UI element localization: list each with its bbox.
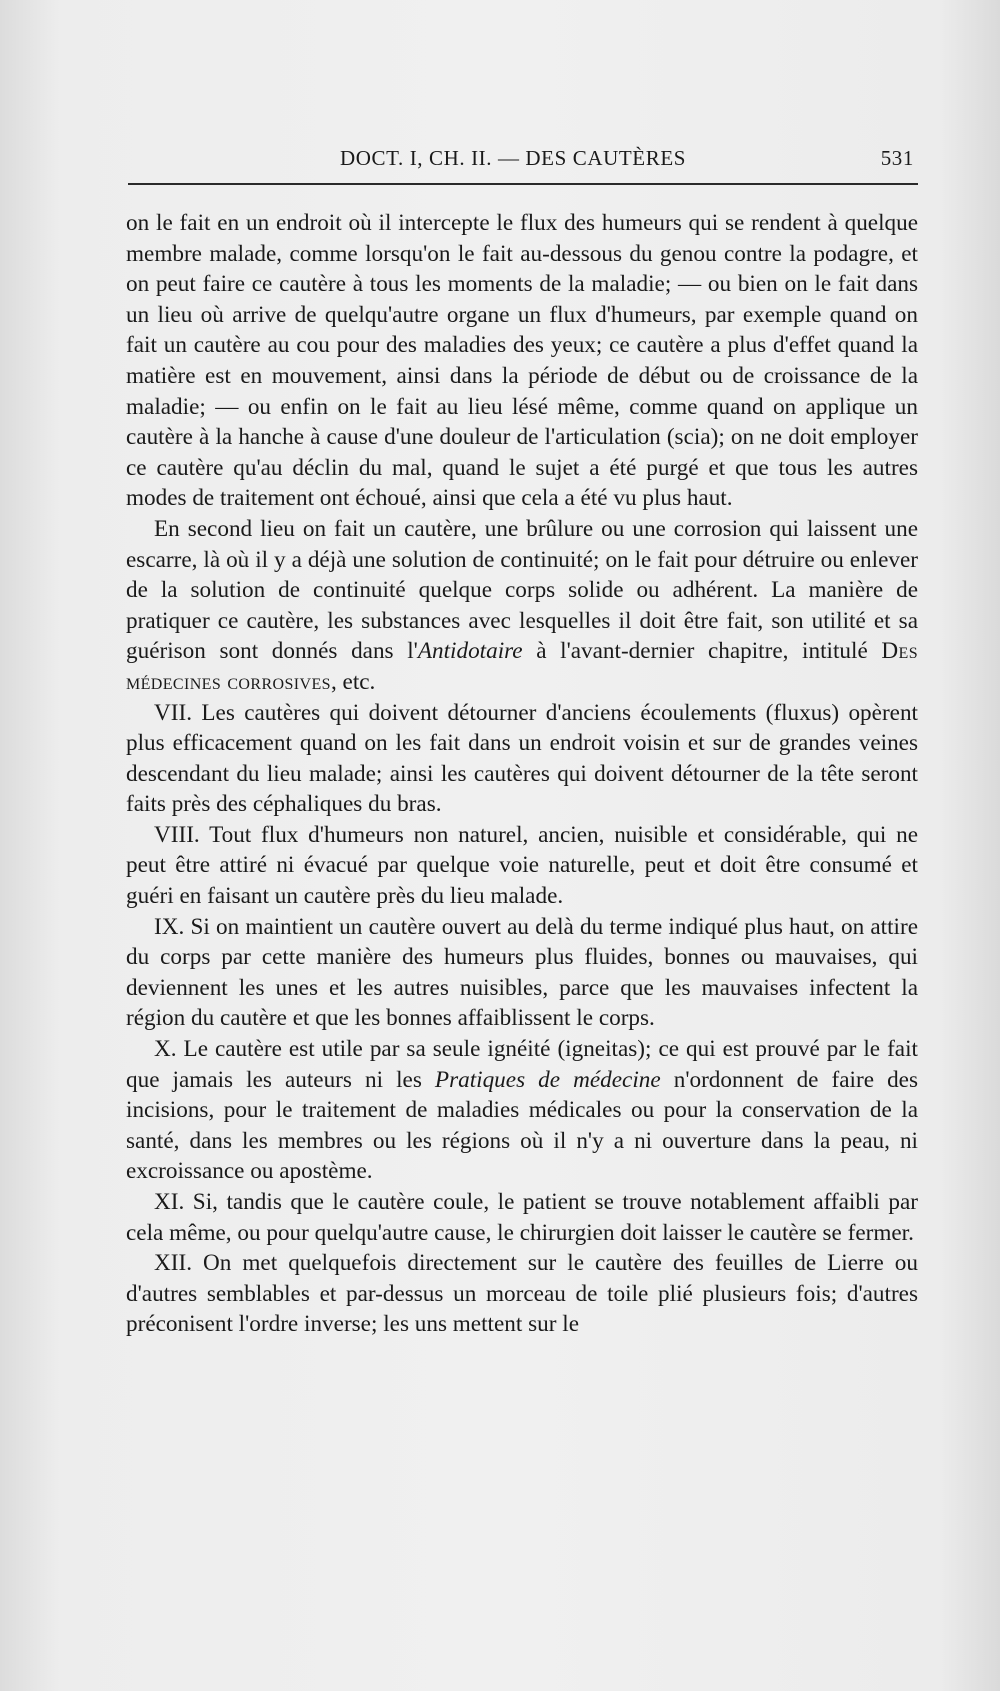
paragraph-text: à l'avant-dernier chapitre, intitulé [522, 638, 882, 665]
paragraph-xi: XI. Si, tandis que le cautère coule, le patient se trouve notablement affaibli par cela même, ou pour quelqu'autre cause, le chirurgien doit laisser le cautère se fermer. [126, 1189, 918, 1246]
page-number: 531 [880, 146, 914, 170]
paragraph-vii: VII. Les cautères qui doivent détourner d'anciens écoulements (fluxus) opèrent plus efficacement quand on les fait dans un endroit voisin et sur de grandes veines descendant du lieu malade; ainsi les cautères qui doivent détourner de la tête seront faits près des céphaliques du bras. [126, 699, 918, 818]
header-rule [128, 183, 918, 185]
paragraph-text: En second lieu on fait un cautère, une brûlure ou une corrosion qui laissent une escarre, là où il y a déjà une solution de continuité; on le fait pour détruire ou enlever de la solution de continuité quelque corps solide ou adhérent. La manière de pratiquer ce cautère, les substances avec lesquelles il doit être fait, son utilité et sa guérison sont donnés dans l' [126, 515, 918, 665]
italic-title-antidotaire: Antidotaire [417, 638, 523, 665]
smallcaps-chapter-title: Des médecines corrosives [126, 638, 918, 695]
running-title: DOCT. I, CH. II. — DES CAUTÈRES [340, 146, 687, 170]
paragraph-text: X. Le cautère est utile par sa seule ignéité (igneitas); ce qui est prouvé par le fait que jamais les auteurs ni les [126, 1036, 918, 1093]
body-text [126, 208, 918, 1340]
paragraph-viii: VIII. Tout flux d'humeurs non naturel, ancien, nuisible et considérable, qui ne peut être attiré ni évacué par quelque voie naturelle, peut et doit être consumé et guéri en faisant un cautère près du lieu malade. [126, 821, 918, 910]
paragraph-ix: IX. Si on maintient un cautère ouvert au delà du terme indiqué plus haut, on attire du corps par cette manière des humeurs plus fluides, bonnes ou mauvaises, qui deviennent les unes et les autres nuisibles, parce que les mauvaises infectent la région du cautère et que les bonnes affaiblissent le corps. [126, 913, 918, 1032]
running-header [128, 146, 918, 176]
paragraph-continuation: on le fait en un endroit où il intercepte le flux des humeurs qui se rendent à quelque membre malade, comme lorsqu'on le fait au-dessous du genou contre la podagre, et on peut faire ce cautère à tous les moments de la maladie; — ou bien on le fait dans un lieu où arrive de quelqu'autre organe un flux d'humeurs, par exemple quand on fait un cautère au cou pour des maladies des yeux; ce cautère a plus d'effet quand la matière est en mouvement, ainsi dans la période de début ou de croissance de la maladie; — ou enfin on le fait au lieu lésé même, comme quand on applique un cautère à la hanche à cause d'une douleur de l'articulation (scia); on ne doit employer ce cautère qu'au déclin du mal, quand le sujet a été purgé et que tous les autres modes de traitement ont échoué, ainsi que cela a été vu plus haut. [126, 210, 918, 512]
paragraph-x [126, 1034, 918, 1187]
paragraph-text: , etc. [330, 668, 376, 695]
paragraph-text: n'ordonnent de faire des incisions, pour le traitement de maladies médicales ou pour la conservation de la santé, dans les membres ou les régions où il n'y a ni ouverture dans la peau, ni excroissance ou apostème. [126, 1066, 918, 1185]
paragraph-second-cautery [126, 514, 918, 698]
italic-title-pratiques: Pratiques de médecine [434, 1066, 661, 1093]
paragraph-xii: XII. On met quelquefois directement sur le cautère des feuilles de Lierre ou d'autres semblables et par-dessus un morceau de toile plié plusieurs fois; d'autres préconisent l'ordre inverse; les uns mettent sur le [126, 1250, 918, 1338]
